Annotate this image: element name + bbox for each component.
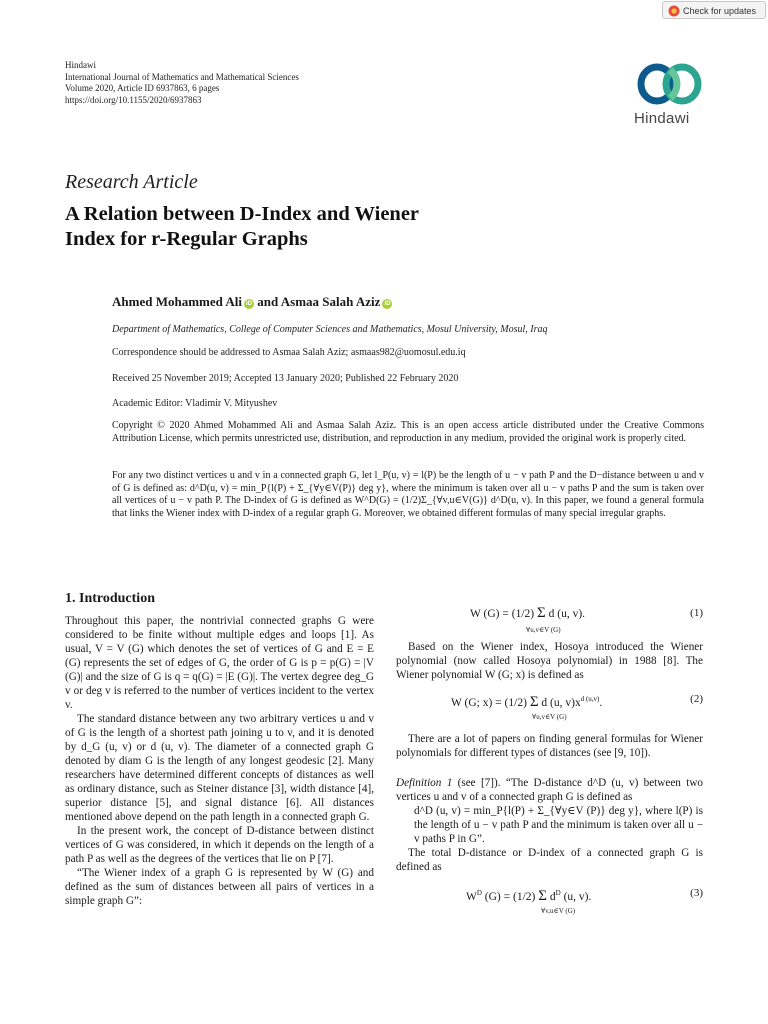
correspondence: Correspondence should be addressed to Asmaa Salah Aziz; asmaas982@uomosul.edu.iq [112, 347, 466, 358]
equation-number: (1) [690, 607, 703, 619]
equation-number: (2) [690, 693, 703, 705]
title-line-2: Index for r-Regular Graphs [65, 228, 308, 250]
author-conjunction: and [257, 294, 279, 309]
equation-1: W (G) = (1/2) Σ d (u, v). ∀u,v∈V (G) (1) [470, 605, 703, 634]
orcid-icon[interactable]: iD [246, 301, 252, 307]
orcid-icon[interactable]: iD [384, 301, 391, 307]
title-line-1: A Relation between D-Index and Wiener [65, 203, 420, 225]
check-updates-label: Check for updates [683, 6, 757, 16]
abstract: For any two distinct vertices u and v in a connected graph G, let l_P(u, v) = l(P) be the length of u − v path P and the D−distance between u and v of G is defined as: d^D(u, v) = min_P{l(P) + Σ_{∀y∈V(P)} deg y}, where the minimum is taken over all u − v paths P and the sum is taken over all vertices of u − v path P. The D-index of G is defined as W^D(G) = (1/2)Σ_{∀v,u∈V(G)} d^D(u, v). In this paper, we found a general formula that links the Wiener index with D-index of a regular graph G. Moreover, we obtained different formulas of many special irregular graphs. [112, 470, 704, 519]
check-for-updates-button[interactable] [662, 1, 766, 19]
section-heading-introduction: 1. Introduction [65, 591, 155, 606]
intro-paragraph-3: In the present work, the concept of D-distance between distinct vertices of G was considered, in which it depends on the length of a path P as well as the degrees of the vertices that lie on P [7]. [65, 825, 374, 865]
right-column [396, 598, 703, 918]
author-list [112, 294, 392, 310]
journal-name: International Journal of Mathematics and Mathematical Sciences [65, 71, 299, 82]
intro-paragraph-2: The standard distance between any two arbitrary vertices u and v of G is the length of a shortest path joining u to v, and it is denoted by d_G (u, v) or d (u, v). The diameter of a connected graph G denoted by diam G is the length of any longest geodesic [2]. Many researchers have determined different concepts of distances as well as ordinary distance, such as Steiner distance [3], width distance [4], superior distance [5], and signal distance [6]. All distances mentioned above depend on the path length in a connected graph G. [65, 713, 374, 823]
volume-info: Volume 2020, Article ID 6937863, 6 pages [65, 83, 220, 93]
equation-3: $W^D$ (G) = (1/2) Σ $d^D$ (u, v). ∀v,u∈V (G) (3) [466, 887, 703, 915]
intro-paragraph-4: “The Wiener index of a graph G is represented by W (G) and defined as the sum of distances between all pairs of vertices in a simple graph G”: [65, 867, 374, 907]
check-updates-icon [668, 5, 680, 17]
definition-1: Definition 1 (see [7]). “The D-distance d^D (u, v) between two vertices u and v of a connected graph G is defined as [396, 777, 703, 803]
right-paragraph-1: Based on the Wiener index, Hosoya introduced the Wiener polynomial (now called Hosoya polynomial) in 1988 [8]. The Wiener polynomial W (G; x) is defined as [396, 641, 703, 681]
article-type: Research Article [65, 171, 198, 193]
author-2[interactable]: Asmaa Salah Aziz [280, 294, 381, 309]
definition-label: Definition 1 [396, 777, 453, 789]
journal-header [65, 60, 299, 106]
hindawi-logo-text: Hindawi [634, 110, 690, 127]
copyright-notice: Copyright © 2020 Ahmed Mohammed Ali and Asmaa Salah Aziz. This is an open access article distributed under the Creative Commons Attribution License, which permits unrestricted use, distribution, and reproduction in any medium, provided the original work is properly cited. [112, 420, 704, 444]
intro-paragraph-1: Throughout this paper, the nontrivial connected graphs G were considered to be finite without multiple edges and loops [1]. As usual, V = V (G) which denotes the set of vertices of G and E = E (G) represents the set of edges of G, the order of G is p = p(G) = |V (G)| and the size of G is q = q(G) = |E (G)|. The vertex degree deg_G v or deg v is referred to the number of vertices incident to the vertex v. [65, 615, 374, 711]
equation-number: (3) [690, 887, 703, 899]
publisher-name: Hindawi [65, 60, 96, 70]
left-column [65, 614, 374, 908]
affiliation: Department of Mathematics, College of Computer Sciences and Mathematics, Mosul University, Mosul, Iraq [112, 324, 548, 335]
doi-link[interactable]: https://doi.org/10.1155/2020/6937863 [65, 94, 202, 105]
author-1[interactable]: Ahmed Mohammed Ali [112, 294, 242, 309]
definition-formula: d^D (u, v) = min_P{l(P) + Σ_{∀y∈V (P)} deg y}, where l(P) is the length of u − v path P and the minimum is taken over all u − v paths P in G”. [414, 805, 704, 845]
equation-2: W (G; x) = (1/2) Σ d (u, $v)x^{d (u,v)}$. ∀u,v∈V (G) (2) [451, 693, 703, 721]
article-title [65, 202, 419, 252]
academic-editor: Academic Editor: Vladimir V. Mityushev [112, 398, 278, 409]
publication-dates: Received 25 November 2019; Accepted 13 January 2020; Published 22 February 2020 [112, 373, 459, 384]
right-paragraph-2: There are a lot of papers on finding general formulas for Wiener polynomials for different types of distances (see [9, 10]). [396, 733, 703, 759]
right-paragraph-3: The total D-distance or D-index of a connected graph G is defined as [396, 847, 703, 873]
